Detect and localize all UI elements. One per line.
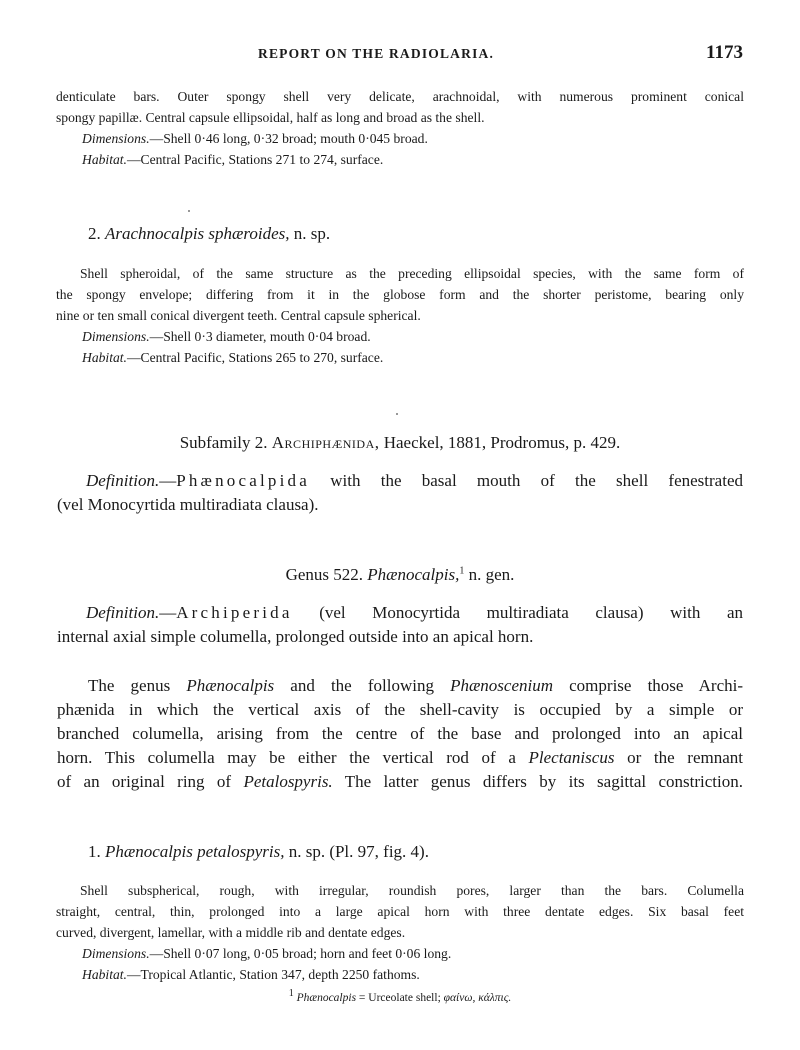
text-run: horn. This columella may be either the vertical rod of a xyxy=(57,748,529,767)
dimensions-line xyxy=(56,326,744,347)
text-line: internal axial simple columella, prolonged outside into an apical horn. xyxy=(57,627,534,646)
text-line xyxy=(57,770,743,794)
dimensions-text: —Shell 0·46 long, 0·32 broad; mouth 0·045 broad. xyxy=(149,131,428,146)
definition-dash: — xyxy=(159,603,177,622)
footnote xyxy=(0,988,800,1004)
genus-prefix: Genus 522. xyxy=(285,565,364,584)
subfamily-heading xyxy=(0,431,800,455)
habitat-label: Habitat. xyxy=(82,967,127,982)
habitat-text: —Tropical Atlantic, Station 347, depth 2250 fathoms. xyxy=(126,967,420,982)
continued-description xyxy=(56,86,744,170)
species-number: 2. xyxy=(88,224,101,243)
habitat-text: —Central Pacific, Stations 265 to 270, surface. xyxy=(126,350,384,365)
subfamily-definition xyxy=(57,469,743,517)
species-name: Arachnocalpis sphæroides, xyxy=(105,224,290,243)
footnote-marker: 1 xyxy=(459,565,465,577)
dimensions-label: Dimensions. xyxy=(82,131,150,146)
text-line: denticulate bars. Outer spongy shell very delicate, arachnoidal, with numerous prominent conical xyxy=(56,89,744,104)
species-suffix: n. sp. xyxy=(293,224,331,243)
definition-label: Definition. xyxy=(86,603,160,622)
species-description xyxy=(56,880,744,985)
definition-dash: — xyxy=(159,471,177,490)
footnote-term: Phænocalpis xyxy=(296,992,357,1004)
text-line xyxy=(57,674,743,698)
habitat-label: Habitat. xyxy=(82,350,127,365)
text-line xyxy=(57,746,743,770)
text-line xyxy=(57,601,743,625)
genus-discussion xyxy=(57,674,743,794)
species-heading xyxy=(88,840,688,864)
running-title: REPORT ON THE RADIOLARIA. xyxy=(258,46,495,61)
text-line: phænida in which the vertical axis of the shell-cavity is occupied by a simple or xyxy=(57,700,743,719)
text-line: nine or ten small conical divergent teeth. Central capsule spherical. xyxy=(56,308,421,323)
text-line: the spongy envelope; differing from it in the globose form and the shorter peristome, bearing only xyxy=(56,287,744,302)
subfamily-citation: Haeckel, 1881, Prodromus, p. 429. xyxy=(383,433,621,452)
definition-text: with the basal mouth of the shell fenestrated xyxy=(309,471,743,490)
dimensions-line xyxy=(56,943,744,964)
footnote-definition: = Urceolate shell; xyxy=(356,992,444,1004)
species-description xyxy=(56,263,744,368)
genus-definition xyxy=(57,601,743,649)
species-number: 1. xyxy=(88,842,101,861)
species-suffix: n. sp. (Pl. 97, fig. 4). xyxy=(288,842,429,861)
dimensions-line xyxy=(56,128,744,149)
habitat-line xyxy=(56,149,744,170)
genus-suffix: n. gen. xyxy=(468,565,515,584)
print-speck xyxy=(188,210,190,212)
habitat-text: —Central Pacific, Stations 271 to 274, surface. xyxy=(126,152,384,167)
definition-label: Definition. xyxy=(86,471,160,490)
text-line: Shell spheroidal, of the same structure as the preceding ellipsoidal species, with the same form of xyxy=(80,266,744,281)
genus-name: Phænocalpis, xyxy=(367,565,460,584)
dimensions-text: —Shell 0·07 long, 0·05 broad; horn and feet 0·06 long. xyxy=(149,946,452,961)
genus-heading xyxy=(0,563,800,587)
genus-ref: Petalospyris. xyxy=(243,772,333,791)
page-number: 1173 xyxy=(706,42,743,63)
genus-ref: Phænoscenium xyxy=(450,676,554,695)
habitat-label: Habitat. xyxy=(82,152,127,167)
text-line: branched columella, arising from the centre of the base and prolonged into an apical xyxy=(57,724,743,743)
subfamily-name: Archiphænida, xyxy=(271,433,380,452)
text-run: and the following xyxy=(274,676,451,695)
definition-text: (vel Monocyrtida multiradiata clausa) with an xyxy=(292,603,743,622)
print-speck xyxy=(396,413,398,415)
text-line: spongy papillæ. Central capsule ellipsoidal, half as long and broad as the shell. xyxy=(56,110,485,125)
text-line: Shell subspherical, rough, with irregular, roundish pores, larger than the bars. Columella xyxy=(80,883,744,898)
text-run: The genus xyxy=(88,676,187,695)
definition-taxon: Archiperida xyxy=(176,603,293,622)
text-line: curved, divergent, lamellar, with a middle rib and dentate edges. xyxy=(56,925,406,940)
text-line xyxy=(57,469,743,493)
dimensions-text: —Shell 0·3 diameter, mouth 0·04 broad. xyxy=(149,329,371,344)
text-run: of an original ring of xyxy=(57,772,244,791)
text-run: comprise those Archi- xyxy=(553,676,743,695)
text-run: The latter genus differs by its sagittal constriction. xyxy=(332,772,743,791)
dimensions-label: Dimensions. xyxy=(82,329,150,344)
text-line: (vel Monocyrtida multiradiata clausa). xyxy=(57,495,319,514)
footnote-greek: φαίνω, κάλπις. xyxy=(443,992,512,1004)
text-line: straight, central, thin, prolonged into a large apical horn with three dentate edges. Six basal feet xyxy=(56,904,744,919)
footnote-mark: 1 xyxy=(288,988,294,1000)
dimensions-label: Dimensions. xyxy=(82,946,150,961)
genus-ref: Phænocalpis xyxy=(186,676,275,695)
genus-ref: Plectaniscus xyxy=(528,748,615,767)
page-header xyxy=(0,42,800,66)
subfamily-prefix: Subfamily 2. xyxy=(179,433,268,452)
species-heading xyxy=(88,222,688,246)
habitat-line xyxy=(56,964,744,985)
species-name: Phænocalpis petalospyris, xyxy=(105,842,285,861)
text-run: or the remnant xyxy=(614,748,743,767)
habitat-line xyxy=(56,347,744,368)
definition-taxon: Phænocalpida xyxy=(176,471,310,490)
